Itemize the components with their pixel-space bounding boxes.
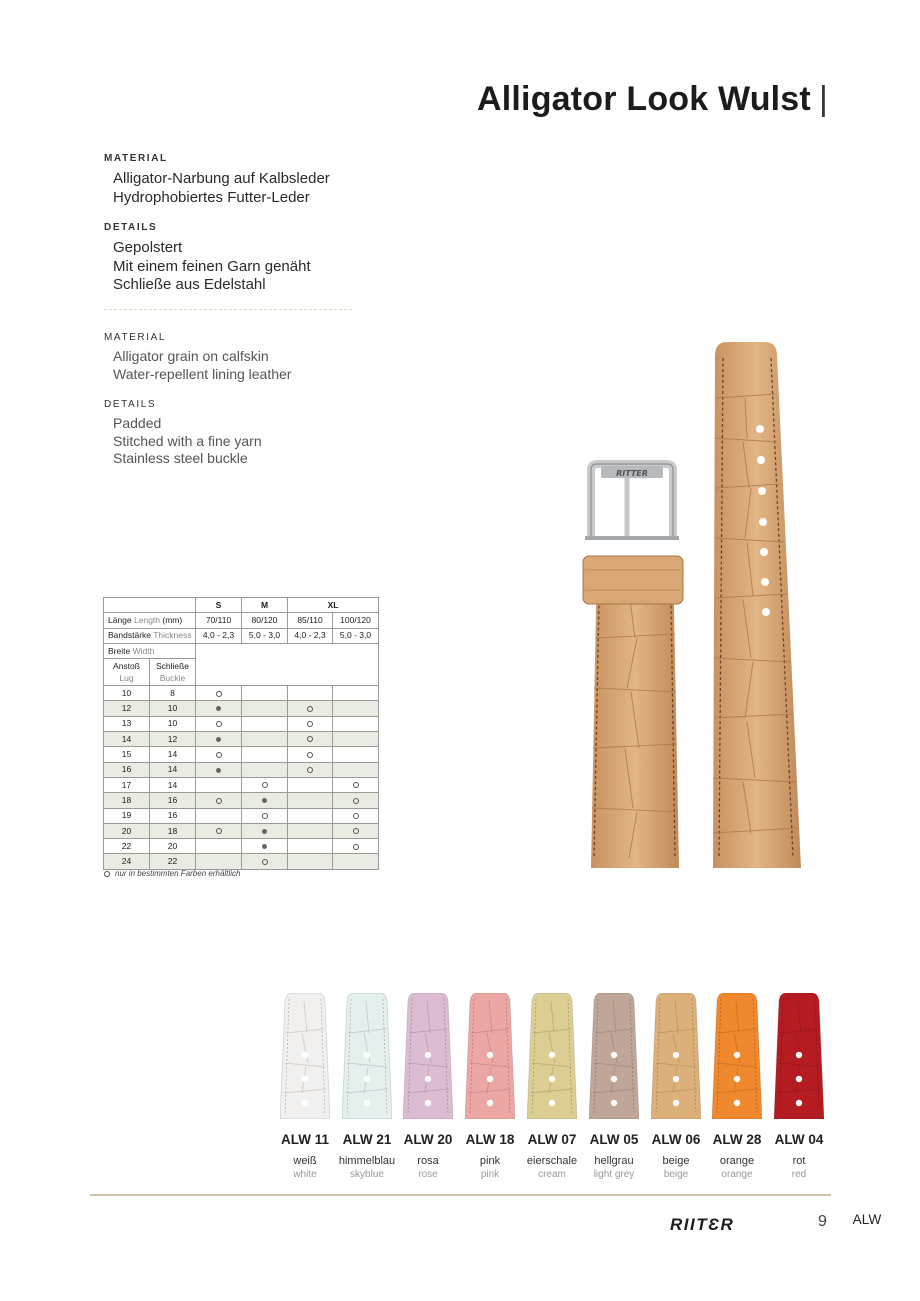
lug-width: 12	[104, 701, 150, 716]
availability-cell	[196, 854, 242, 869]
color-name-en: cream	[538, 1169, 566, 1180]
availability-cell	[333, 701, 379, 716]
availability-cell	[196, 793, 242, 808]
lug-width: 16	[104, 762, 150, 777]
size-table-row	[104, 701, 379, 716]
availability-cell	[242, 686, 288, 701]
color-swatch[interactable]	[774, 993, 824, 1119]
availability-cell	[242, 854, 288, 869]
availability-cell	[242, 701, 288, 716]
color-name-en: orange	[721, 1169, 753, 1180]
availability-cell	[333, 793, 379, 808]
de-material-list	[113, 170, 330, 207]
de-details-line: Schließe aus Edelstahl	[113, 276, 266, 293]
color-name-de: rot	[792, 1155, 806, 1167]
availability-cell	[288, 701, 333, 716]
availability-cell	[242, 793, 288, 808]
availability-cell	[242, 823, 288, 838]
lug-width: 22	[104, 839, 150, 854]
length-label: Länge Length (mm)	[104, 613, 196, 628]
availability-cell	[333, 854, 379, 869]
color-code: ALW 20	[403, 1132, 453, 1147]
lug-width: 20	[104, 823, 150, 838]
available-ring-icon	[353, 782, 359, 788]
color-name-en: light grey	[593, 1169, 635, 1180]
availability-cell	[288, 747, 333, 762]
available-ring-icon	[353, 844, 359, 850]
strap-swatch-image	[589, 993, 639, 1119]
availability-cell	[333, 732, 379, 747]
lug-width: 17	[104, 777, 150, 792]
color-name-de: hellgrau	[594, 1155, 634, 1167]
available-ring-icon	[216, 691, 222, 697]
availability-cell	[196, 777, 242, 792]
availability-cell	[288, 732, 333, 747]
strap-swatch-image	[712, 993, 762, 1119]
length-value: 100/120	[333, 613, 379, 628]
color-name-de: beige	[662, 1155, 690, 1167]
availability-cell	[333, 808, 379, 823]
available-ring-icon	[307, 736, 313, 742]
en-material-line: Alligator grain on calfskin	[113, 348, 269, 364]
buckle-width: 16	[150, 808, 196, 823]
color-code: ALW 11	[280, 1132, 329, 1147]
color-swatch[interactable]	[342, 993, 392, 1119]
size-table-row	[104, 732, 379, 747]
color-name-en: skyblue	[350, 1169, 384, 1180]
color-code: ALW 28	[712, 1132, 762, 1147]
en-details-label: DETAILS	[104, 399, 157, 410]
size-table-row	[104, 716, 379, 731]
strap-swatch-image	[342, 993, 392, 1119]
en-details-list	[113, 415, 262, 468]
title-separator: |	[818, 80, 828, 118]
color-code: ALW 18	[465, 1132, 515, 1147]
availability-cell	[288, 808, 333, 823]
size-m: M	[242, 598, 288, 613]
availability-cell	[333, 839, 379, 854]
thickness-label: Bandstärke Thickness	[104, 628, 196, 643]
availability-cell	[242, 732, 288, 747]
availability-cell	[196, 716, 242, 731]
available-ring-icon	[262, 782, 268, 788]
thickness-value: 4,0 - 2,3	[288, 628, 333, 643]
availability-cell	[333, 777, 379, 792]
strap-long-piece	[713, 342, 801, 868]
size-table-row	[104, 854, 379, 869]
available-dot-icon	[216, 737, 221, 742]
ring-icon	[104, 871, 110, 877]
de-material-label: MATERIAL	[104, 153, 168, 164]
available-ring-icon	[216, 721, 222, 727]
thickness-value: 5,0 - 3,0	[242, 628, 288, 643]
availability-cell	[333, 716, 379, 731]
availability-cell	[242, 747, 288, 762]
lug-width: 24	[104, 854, 150, 869]
footer-rule	[90, 1194, 831, 1196]
size-table-row	[104, 839, 379, 854]
de-details-list	[113, 239, 311, 295]
strap-swatch-image	[280, 993, 330, 1119]
color-name-en: pink	[480, 1169, 500, 1180]
color-swatch[interactable]	[651, 993, 701, 1119]
availability-cell	[196, 823, 242, 838]
color-name-de: eierschale	[526, 1155, 578, 1167]
availability-cell	[288, 839, 333, 854]
color-name-en: white	[293, 1169, 317, 1180]
available-ring-icon	[262, 813, 268, 819]
thickness-row	[104, 628, 379, 643]
color-name-en: beige	[663, 1169, 689, 1180]
title-code: ALW	[852, 1212, 882, 1227]
available-ring-icon	[307, 721, 313, 727]
buckle-width: 18	[150, 823, 196, 838]
svg-text:RITTER: RITTER	[616, 469, 648, 478]
brand-logo: RIITƐR	[670, 1215, 735, 1234]
de-details-line: Gepolstert	[113, 239, 183, 256]
color-code: ALW 06	[651, 1132, 701, 1147]
color-name-de: himmelblau	[338, 1155, 396, 1167]
size-xl: XL	[288, 598, 379, 613]
color-swatch[interactable]	[465, 993, 515, 1119]
en-material-line: Water-repellent lining leather	[113, 365, 292, 382]
lug-width: 14	[104, 732, 150, 747]
color-code: ALW 05	[589, 1132, 639, 1147]
strap-swatch-image	[465, 993, 515, 1119]
buckle-label: Schließe Buckle	[150, 659, 196, 686]
available-ring-icon	[216, 752, 222, 758]
strap-swatch-image	[774, 993, 824, 1119]
lug-width: 10	[104, 686, 150, 701]
color-name-de: weiß	[293, 1155, 317, 1167]
title-name: Alligator Look Wulst	[477, 80, 811, 118]
lug-label: Anstoß Lug	[104, 659, 150, 686]
length-value: 80/120	[242, 613, 288, 628]
de-details-label: DETAILS	[104, 222, 158, 233]
strap-swatch-image	[403, 993, 453, 1119]
available-ring-icon	[216, 798, 222, 804]
en-material-label: MATERIAL	[104, 332, 167, 343]
size-header-row	[104, 598, 379, 613]
product-image-strap	[575, 338, 815, 873]
available-ring-icon	[353, 798, 359, 804]
available-dot-icon	[216, 768, 221, 773]
availability-cell	[196, 747, 242, 762]
lug-width: 13	[104, 716, 150, 731]
buckle-width: 14	[150, 762, 196, 777]
available-ring-icon	[307, 767, 313, 773]
availability-cell	[333, 747, 379, 762]
available-dot-icon	[216, 706, 221, 711]
de-material-line: Alligator-Narbung auf Kalbsleder	[113, 170, 330, 187]
color-name-de: pink	[479, 1155, 501, 1167]
availability-cell	[288, 777, 333, 792]
en-material-list	[113, 348, 291, 383]
available-dot-icon	[262, 844, 267, 849]
availability-cell	[242, 716, 288, 731]
available-ring-icon	[262, 859, 268, 865]
color-code: ALW 21	[342, 1132, 392, 1147]
strap-swatch-image	[527, 993, 577, 1119]
available-ring-icon	[216, 828, 222, 834]
thickness-value: 4,0 - 2,3	[196, 628, 242, 643]
buckle-width: 10	[150, 701, 196, 716]
color-code: ALW 04	[774, 1132, 824, 1147]
thickness-value: 5,0 - 3,0	[333, 628, 379, 643]
en-details-line: Stainless steel buckle	[113, 450, 248, 466]
available-ring-icon	[307, 752, 313, 758]
buckle-width: 20	[150, 839, 196, 854]
size-table-row	[104, 777, 379, 792]
length-value: 70/110	[196, 613, 242, 628]
page-number: 9	[818, 1213, 827, 1230]
buckle-icon	[585, 464, 679, 538]
color-code: ALW 07	[527, 1132, 577, 1147]
availability-cell	[242, 777, 288, 792]
availability-cell	[288, 793, 333, 808]
en-details-line: Stitched with a fine yarn	[113, 432, 262, 449]
size-table-row	[104, 762, 379, 777]
availability-cell	[196, 808, 242, 823]
color-swatch[interactable]	[403, 993, 453, 1119]
color-swatch[interactable]	[527, 993, 577, 1119]
size-table-body	[104, 598, 379, 870]
color-swatch[interactable]	[712, 993, 762, 1119]
buckle-width: 22	[150, 854, 196, 869]
lug-width: 18	[104, 793, 150, 808]
size-s: S	[196, 598, 242, 613]
length-row	[104, 613, 379, 628]
availability-note: nur in bestimmten Farben erhältlich	[104, 869, 240, 878]
availability-cell	[242, 839, 288, 854]
availability-cell	[242, 808, 288, 823]
availability-cell	[333, 823, 379, 838]
size-table-row	[104, 808, 379, 823]
lug-width: 15	[104, 747, 150, 762]
strap-swatch-image	[651, 993, 701, 1119]
buckle-width: 12	[150, 732, 196, 747]
lug-width: 19	[104, 808, 150, 823]
de-details-line: Mit einem feinen Garn genäht	[113, 257, 311, 275]
buckle-width: 14	[150, 777, 196, 792]
availability-cell	[288, 762, 333, 777]
size-table-row	[104, 823, 379, 838]
availability-cell	[288, 854, 333, 869]
availability-cell	[333, 762, 379, 777]
available-ring-icon	[307, 706, 313, 712]
width-row	[104, 643, 379, 658]
availability-cell	[288, 686, 333, 701]
availability-cell	[288, 716, 333, 731]
availability-cell	[196, 701, 242, 716]
color-name-en: rose	[418, 1169, 438, 1180]
available-ring-icon	[353, 828, 359, 834]
availability-cell	[196, 732, 242, 747]
size-table	[103, 597, 379, 870]
size-table-row	[104, 747, 379, 762]
buckle-width: 14	[150, 747, 196, 762]
buckle-width: 8	[150, 686, 196, 701]
width-label: Breite Width	[104, 643, 196, 658]
color-name-en: red	[791, 1169, 807, 1180]
color-name-de: orange	[719, 1155, 755, 1167]
availability-cell	[333, 686, 379, 701]
color-name-de: rosa	[417, 1155, 439, 1167]
color-swatch[interactable]	[589, 993, 639, 1119]
dashed-divider	[104, 309, 352, 310]
color-swatch[interactable]	[280, 993, 330, 1119]
availability-cell	[242, 762, 288, 777]
availability-cell	[288, 823, 333, 838]
size-table-row	[104, 793, 379, 808]
available-ring-icon	[353, 813, 359, 819]
available-dot-icon	[262, 798, 267, 803]
en-details-line: Padded	[113, 415, 162, 431]
availability-cell	[196, 762, 242, 777]
de-material-line: Hydrophobiertes Futter-Leder	[113, 188, 310, 206]
buckle-width: 16	[150, 793, 196, 808]
size-table-row	[104, 686, 379, 701]
available-dot-icon	[262, 829, 267, 834]
length-value: 85/110	[288, 613, 333, 628]
availability-cell	[196, 686, 242, 701]
availability-cell	[196, 839, 242, 854]
buckle-width: 10	[150, 716, 196, 731]
